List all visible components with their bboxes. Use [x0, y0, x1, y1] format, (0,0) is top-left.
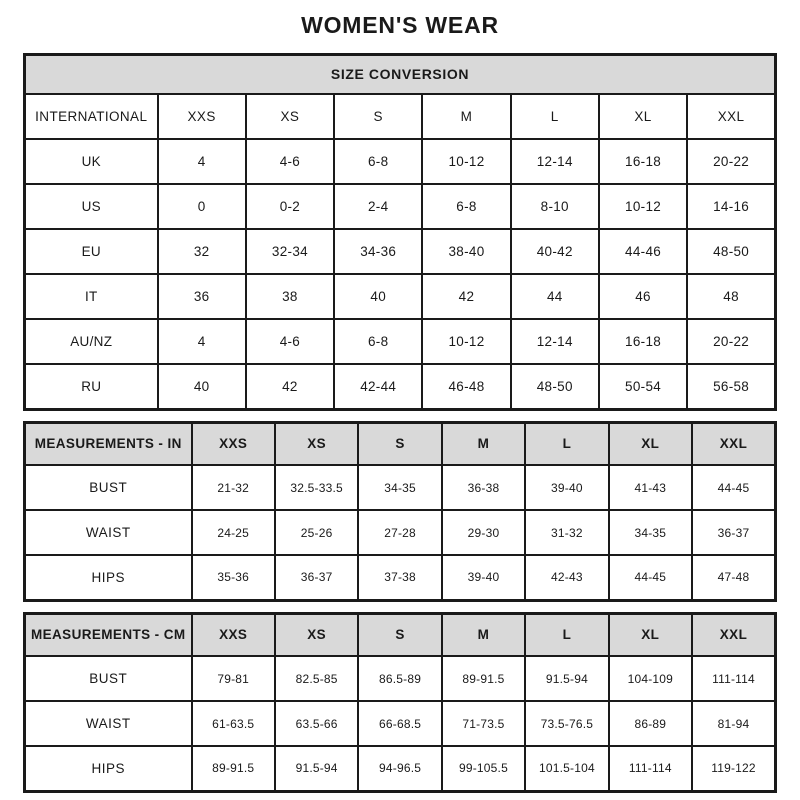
size-value-cell: 14-16 — [687, 184, 775, 229]
size-chart-page — [0, 12, 800, 793]
size-value-cell: 34-36 — [334, 229, 422, 274]
region-label: IT — [25, 274, 158, 319]
size-value-cell: 44-46 — [599, 229, 687, 274]
size-value-cell: 4-6 — [246, 139, 334, 184]
size-column-header: XXL — [687, 94, 775, 139]
size-conversion-table — [23, 53, 777, 411]
size-column-header: XL — [609, 422, 692, 465]
measurements-cm-header-row — [25, 613, 776, 656]
measurement-value-cell: 34-35 — [609, 510, 692, 555]
measurement-value-cell: 99-105.5 — [442, 746, 525, 791]
measurement-label: WAIST — [25, 510, 192, 555]
size-value-cell: 2-4 — [334, 184, 422, 229]
size-conversion-title-row — [25, 54, 776, 94]
measurement-value-cell: 36-38 — [442, 465, 525, 510]
size-value-cell: 40-42 — [511, 229, 599, 274]
measurement-value-cell: 41-43 — [609, 465, 692, 510]
measurement-label: HIPS — [25, 746, 192, 791]
measurements-in-table — [23, 421, 777, 602]
measurement-value-cell: 79-81 — [192, 656, 275, 701]
measurement-value-cell: 21-32 — [192, 465, 275, 510]
measurement-value-cell: 32.5-33.5 — [275, 465, 358, 510]
measurement-value-cell: 37-38 — [358, 555, 441, 600]
size-value-cell: 6-8 — [334, 139, 422, 184]
size-column-header: L — [525, 422, 608, 465]
measurement-label: BUST — [25, 465, 192, 510]
size-value-cell: 8-10 — [511, 184, 599, 229]
measurement-value-cell: 25-26 — [275, 510, 358, 555]
measurement-value-cell: 24-25 — [192, 510, 275, 555]
measurement-label: HIPS — [25, 555, 192, 600]
measurement-value-cell: 111-114 — [609, 746, 692, 791]
measurement-value-cell: 34-35 — [358, 465, 441, 510]
size-value-cell: 0 — [158, 184, 246, 229]
size-value-cell: 50-54 — [599, 364, 687, 409]
page-title: WOMEN'S WEAR — [301, 12, 499, 38]
size-value-cell: 42 — [422, 274, 510, 319]
size-value-cell: 46-48 — [422, 364, 510, 409]
measurement-row — [25, 656, 776, 701]
size-conversion-row — [25, 319, 776, 364]
size-value-cell: 32-34 — [246, 229, 334, 274]
measurement-value-cell: 31-32 — [525, 510, 608, 555]
measurement-row — [25, 746, 776, 791]
size-value-cell: 16-18 — [599, 319, 687, 364]
size-value-cell: 48 — [687, 274, 775, 319]
size-column-header: XXL — [692, 613, 775, 656]
measurement-value-cell: 39-40 — [442, 555, 525, 600]
size-column-header: L — [511, 94, 599, 139]
measurement-value-cell: 86-89 — [609, 701, 692, 746]
measurement-value-cell: 101.5-104 — [525, 746, 608, 791]
size-value-cell: 4-6 — [246, 319, 334, 364]
region-label: UK — [25, 139, 158, 184]
measurement-value-cell: 39-40 — [525, 465, 608, 510]
region-label: AU/NZ — [25, 319, 158, 364]
measurement-value-cell: 91.5-94 — [275, 746, 358, 791]
measurements-cm-table — [23, 612, 777, 793]
size-conversion-row — [25, 184, 776, 229]
size-value-cell: 4 — [158, 139, 246, 184]
size-column-header: XL — [609, 613, 692, 656]
size-value-cell: 16-18 — [599, 139, 687, 184]
measurement-value-cell: 82.5-85 — [275, 656, 358, 701]
size-value-cell: 20-22 — [687, 139, 775, 184]
size-column-header: XL — [599, 94, 687, 139]
size-column-header: M — [422, 94, 510, 139]
size-column-header: XS — [246, 94, 334, 139]
region-label: EU — [25, 229, 158, 274]
size-value-cell: 32 — [158, 229, 246, 274]
size-value-cell: 6-8 — [334, 319, 422, 364]
measurements-in-header-row — [25, 422, 776, 465]
measurement-value-cell: 44-45 — [692, 465, 775, 510]
size-conversion-header-row — [25, 94, 776, 139]
size-conversion-row — [25, 364, 776, 409]
measurement-value-cell: 27-28 — [358, 510, 441, 555]
size-value-cell: 0-2 — [246, 184, 334, 229]
size-value-cell: 4 — [158, 319, 246, 364]
measurement-value-cell: 89-91.5 — [192, 746, 275, 791]
size-column-header: L — [525, 613, 608, 656]
size-value-cell: 12-14 — [511, 139, 599, 184]
size-value-cell: 10-12 — [422, 319, 510, 364]
size-column-header: S — [358, 422, 441, 465]
measurements-in-title: MEASUREMENTS - IN — [25, 422, 192, 465]
size-column-header: M — [442, 422, 525, 465]
measurement-row — [25, 555, 776, 600]
size-column-header: XXL — [692, 422, 775, 465]
measurement-row — [25, 510, 776, 555]
measurement-value-cell: 119-122 — [692, 746, 775, 791]
size-column-header: XXS — [192, 613, 275, 656]
measurement-value-cell: 73.5-76.5 — [525, 701, 608, 746]
measurement-value-cell: 94-96.5 — [358, 746, 441, 791]
size-column-header: XS — [275, 613, 358, 656]
measurement-value-cell: 47-48 — [692, 555, 775, 600]
size-value-cell: 10-12 — [422, 139, 510, 184]
size-value-cell: 42 — [246, 364, 334, 409]
measurement-label: BUST — [25, 656, 192, 701]
size-column-header: M — [442, 613, 525, 656]
size-value-cell: 6-8 — [422, 184, 510, 229]
size-value-cell: 44 — [511, 274, 599, 319]
size-column-header: XXS — [192, 422, 275, 465]
size-value-cell: 12-14 — [511, 319, 599, 364]
size-column-header: S — [358, 613, 441, 656]
measurement-value-cell: 35-36 — [192, 555, 275, 600]
size-value-cell: 48-50 — [687, 229, 775, 274]
measurement-value-cell: 61-63.5 — [192, 701, 275, 746]
measurement-value-cell: 36-37 — [692, 510, 775, 555]
region-label: US — [25, 184, 158, 229]
size-value-cell: 40 — [158, 364, 246, 409]
size-value-cell: 36 — [158, 274, 246, 319]
measurement-value-cell: 36-37 — [275, 555, 358, 600]
measurement-row — [25, 701, 776, 746]
size-value-cell: 38 — [246, 274, 334, 319]
size-value-cell: 56-58 — [687, 364, 775, 409]
size-value-cell: 48-50 — [511, 364, 599, 409]
international-column-header: INTERNATIONAL — [25, 94, 158, 139]
size-value-cell: 20-22 — [687, 319, 775, 364]
size-value-cell: 42-44 — [334, 364, 422, 409]
measurement-value-cell: 86.5-89 — [358, 656, 441, 701]
measurement-value-cell: 44-45 — [609, 555, 692, 600]
measurement-label: WAIST — [25, 701, 192, 746]
size-column-header: S — [334, 94, 422, 139]
measurement-value-cell: 29-30 — [442, 510, 525, 555]
measurement-value-cell: 89-91.5 — [442, 656, 525, 701]
measurement-row — [25, 465, 776, 510]
measurement-value-cell: 91.5-94 — [525, 656, 608, 701]
size-conversion-row — [25, 229, 776, 274]
region-label: RU — [25, 364, 158, 409]
size-conversion-row — [25, 139, 776, 184]
size-conversion-row — [25, 274, 776, 319]
measurement-value-cell: 104-109 — [609, 656, 692, 701]
measurement-value-cell: 71-73.5 — [442, 701, 525, 746]
size-value-cell: 46 — [599, 274, 687, 319]
size-column-header: XS — [275, 422, 358, 465]
measurement-value-cell: 111-114 — [692, 656, 775, 701]
size-conversion-title: SIZE CONVERSION — [25, 54, 776, 94]
size-column-header: XXS — [158, 94, 246, 139]
size-value-cell: 38-40 — [422, 229, 510, 274]
size-value-cell: 10-12 — [599, 184, 687, 229]
measurement-value-cell: 81-94 — [692, 701, 775, 746]
measurement-value-cell: 42-43 — [525, 555, 608, 600]
measurements-cm-title: MEASUREMENTS - CM — [25, 613, 192, 656]
size-value-cell: 40 — [334, 274, 422, 319]
measurement-value-cell: 63.5-66 — [275, 701, 358, 746]
measurement-value-cell: 66-68.5 — [358, 701, 441, 746]
